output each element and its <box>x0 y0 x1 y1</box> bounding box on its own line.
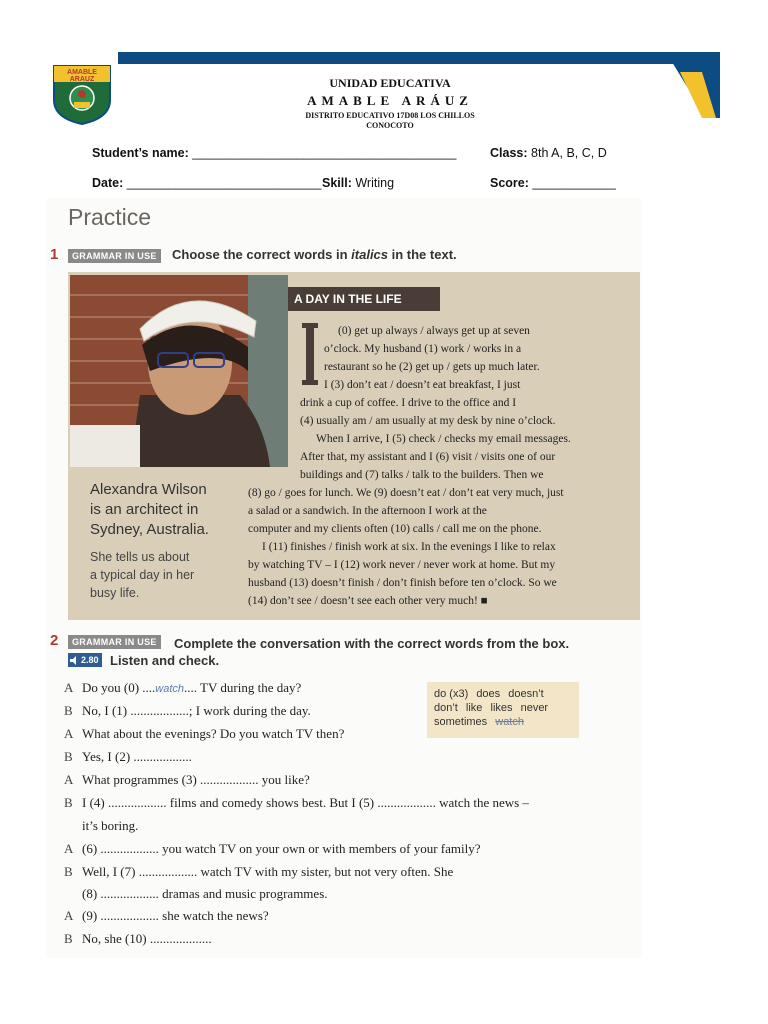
listen-instruction: Listen and check. <box>110 653 220 668</box>
score-blank[interactable]: ____________ <box>532 176 616 190</box>
audio-track-badge[interactable] <box>68 653 102 667</box>
exercise-1-badge: GRAMMAR IN USE <box>68 249 161 263</box>
speaker-label: B <box>64 703 73 718</box>
example-answer: watch <box>155 683 185 695</box>
line-text: TV during the day? <box>197 680 302 695</box>
line-text[interactable]: (9) .................. she watch the news? <box>82 908 269 923</box>
date-row <box>92 176 321 190</box>
caption-line: She tells us about <box>90 550 190 564</box>
conversation-line <box>64 908 269 924</box>
conversation-line <box>64 703 311 719</box>
box-word: don’t <box>434 702 458 714</box>
box-word: never <box>520 702 549 714</box>
exercise-2-instruction: Complete the conversation with the correct words from the box. <box>174 636 570 651</box>
line-text[interactable]: (6) .................. you watch TV on your own or with members of your family? <box>82 841 481 856</box>
line-text: What about the evenings? Do you watch TV then? <box>82 726 345 741</box>
school-logo <box>50 56 114 126</box>
conversation-line <box>64 772 310 788</box>
practice-title: Practice <box>68 204 152 230</box>
header-band <box>118 52 720 64</box>
conversation-line <box>64 749 192 765</box>
conversation-line <box>64 886 328 902</box>
article-heading: A DAY IN THE LIFE <box>288 287 440 311</box>
line-text[interactable]: Yes, I (2) .................. <box>82 749 192 764</box>
conversation-line <box>64 795 529 811</box>
box-word: sometimes <box>434 716 488 728</box>
line-text: it’s boring. <box>82 818 139 833</box>
exercise-2-badge: GRAMMAR IN USE <box>68 635 161 649</box>
article-line: o’clock. My husband (1) work / works in a <box>324 343 522 355</box>
speaker-label: B <box>64 749 73 764</box>
article-line: computer and my clients often (10) calls / call me on the phone. <box>248 523 542 535</box>
speaker-label: B <box>64 931 73 946</box>
speaker-label: A <box>64 680 74 695</box>
article-line: (8) go / goes for lunch. We (9) doesn’t eat / don’t eat very much, just <box>248 487 564 499</box>
drop-cap-i <box>300 323 320 385</box>
article-line: After that, my assistant and I (6) visit / visits one of our <box>300 451 556 463</box>
date-label: Date: <box>92 176 124 190</box>
school-line-1: UNIDAD EDUCATIVA <box>329 76 451 90</box>
speaker-label: B <box>64 864 73 879</box>
box-word: likes <box>490 702 513 714</box>
article-line: (14) don’t see / doesn’t see each other very much! ■ <box>248 595 488 607</box>
line-text[interactable]: I (4) .................. films and comedy shows best. But I (5) .................. watch the news – <box>82 795 529 810</box>
caption-line: Alexandra Wilson <box>90 481 207 498</box>
caption-line: is an architect in <box>90 501 199 518</box>
article-line: I (3) don’t eat / doesn’t eat breakfast, I just <box>324 379 521 391</box>
article-line: buildings and (7) talks / talk to the builders. Then we <box>300 469 544 481</box>
box-word-used: watch <box>495 716 524 728</box>
logo-text-top: AMABLE <box>67 69 97 76</box>
conversation-line <box>64 931 212 947</box>
conversation-line <box>64 818 138 834</box>
article-line: a salad or a sandwich. In the afternoon I work at the <box>248 505 487 517</box>
line-text[interactable]: What programmes (3) .................. you like? <box>82 772 310 787</box>
speaker-label: A <box>64 908 74 923</box>
article-line: When I arrive, I (5) check / checks my email messages. <box>316 433 571 445</box>
speaker-label: A <box>64 772 74 787</box>
caption-line: busy life. <box>90 586 140 600</box>
box-word: like <box>465 702 483 714</box>
conversation-line <box>64 726 344 742</box>
speaker-icon <box>70 656 79 665</box>
ex1-instr-italics: italics <box>351 247 389 262</box>
student-name-blank[interactable]: ______________________________________ <box>192 146 457 160</box>
article-line: restaurant so he (2) get up / gets up much later. <box>324 361 540 373</box>
school-location: CONOCOTO <box>366 121 414 130</box>
skill-value: Writing <box>355 176 395 190</box>
ex1-instr-c: in the text. <box>388 247 457 262</box>
box-word: doesn’t <box>508 688 544 700</box>
student-name-label: Student’s name: <box>92 146 189 160</box>
article-line: by watching TV – I (12) work never / never work at home. But my <box>248 559 556 571</box>
exercise-2-number: 2 <box>50 632 59 649</box>
exercise-1-instruction <box>172 247 457 262</box>
article-line: (0) get up always / always get up at seven <box>338 325 530 337</box>
article-line: husband (13) doesn’t finish / don’t finish before ten o’clock. So we <box>248 577 557 589</box>
exercise-1-number: 1 <box>50 246 59 263</box>
skill-label: Skill: <box>322 176 352 190</box>
class-label: Class: <box>490 146 528 160</box>
conversation-line <box>64 841 480 857</box>
school-header <box>250 76 530 130</box>
school-name: AMABLE ARÁUZ <box>307 93 473 108</box>
score-label: Score: <box>490 176 529 190</box>
architect-photo <box>70 275 288 467</box>
skill-row <box>322 176 394 190</box>
speaker-label: A <box>64 726 74 741</box>
score-row <box>490 176 616 190</box>
school-district: DISTRITO EDUCATIVO 17D08 LOS CHILLOS <box>305 111 475 120</box>
box-word: does <box>476 688 501 700</box>
caption-line: Sydney, Australia. <box>90 521 209 538</box>
word-box <box>427 682 579 738</box>
line-text[interactable]: No, she (10) ................... <box>82 931 212 946</box>
logo-text-bottom: ARAUZ <box>69 76 95 83</box>
line-text: Do you (0) <box>82 680 143 695</box>
article-line: drink a cup of coffee. I drive to the office and I <box>300 397 517 409</box>
speaker-label: B <box>64 795 73 810</box>
corner-decoration <box>672 62 720 118</box>
conversation-line <box>64 864 453 880</box>
class-value: 8th A, B, C, D <box>531 146 607 160</box>
line-text[interactable]: (8) .................. dramas and music programmes. <box>82 886 328 901</box>
audio-track-number: 2.80 <box>81 655 99 665</box>
line-text[interactable]: Well, I (7) .................. watch TV with my sister, but not very often. She <box>82 864 454 879</box>
date-blank[interactable]: ____________________________ <box>126 176 322 190</box>
caption-line: a typical day in her <box>90 568 195 582</box>
class-row <box>490 146 607 160</box>
line-text[interactable]: No, I (1) ..................; I work during the day. <box>82 703 311 718</box>
article-line: (4) usually am / am usually at my desk by nine o’clock. <box>300 415 556 427</box>
conversation-line: A Do you (0) ....watch.... TV during the day? <box>64 680 302 695</box>
article-line: I (11) finishes / finish work at six. In the evenings I like to relax <box>262 541 556 553</box>
speaker-label: A <box>64 841 74 856</box>
student-name-row <box>92 146 456 160</box>
ex1-instr-a: Choose the correct words in <box>172 247 352 262</box>
box-word: do (x3) <box>434 688 469 700</box>
